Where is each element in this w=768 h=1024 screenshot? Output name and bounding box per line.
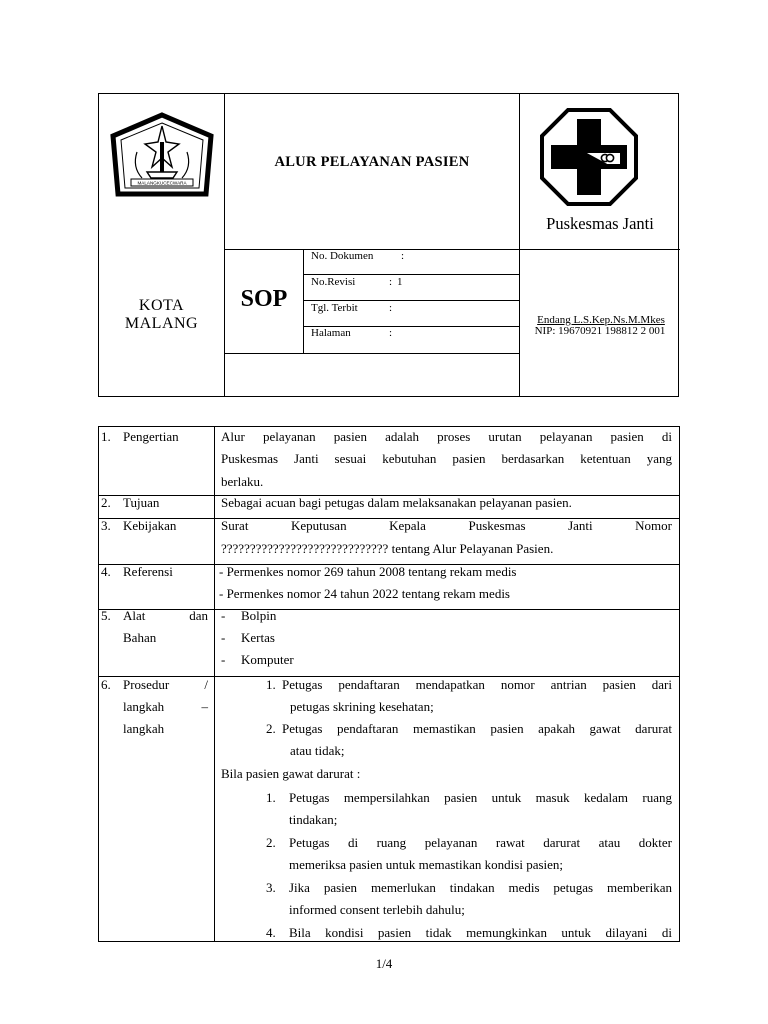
- step-number: 2.: [266, 721, 276, 736]
- row-1-line-3: berlaku.: [221, 474, 264, 489]
- row-2-number: 2.: [101, 495, 111, 510]
- row-1-number: 1.: [101, 429, 111, 444]
- row-6-number: 6.: [101, 677, 111, 692]
- field-no-revisi-sep: :: [389, 276, 393, 288]
- row-5-item-2: Kertas: [241, 630, 275, 645]
- row-5-item-3: Komputer: [241, 652, 294, 667]
- step-number: 1.: [266, 677, 276, 692]
- sop-label: SOP: [240, 286, 288, 312]
- row-1-label: Pengertian: [123, 429, 179, 444]
- step-number: 1.: [266, 790, 276, 805]
- header-divider: [224, 353, 520, 354]
- row-6-label-line-2: langkah –: [123, 699, 208, 714]
- signer-nip: NIP: 19670921 198812 2 001: [534, 325, 666, 337]
- malang-city-emblem-icon: [107, 112, 217, 210]
- city-line-2: MALANG: [124, 315, 199, 332]
- row-6-label-line-3: langkah: [123, 721, 165, 736]
- step-number: 2.: [266, 835, 276, 850]
- header-divider: [303, 300, 519, 301]
- row-4-number: 4.: [101, 564, 111, 579]
- field-no-dokumen-sep: :: [401, 250, 405, 262]
- signer-name: Endang L.S.Kep.Ns.M.Mkes: [537, 314, 665, 326]
- organization-name: Puskesmas Janti: [546, 214, 654, 233]
- row-3-line-1: Surat Keputusan Kepala Puskesmas Janti Nomor: [221, 518, 672, 533]
- emergency-title: Bila pasien gawat darurat :: [221, 766, 361, 781]
- row-3-number: 3.: [101, 518, 111, 533]
- page-number: 1/4: [375, 956, 393, 971]
- emergency-step-3-line-1: Jika pasien memerlukan tindakan medis petugas memberikan: [289, 880, 672, 895]
- field-no-dokumen-label: No. Dokumen: [311, 250, 374, 262]
- row-4-item-2: - Permenkes nomor 24 tahun 2022 tentang rekam medis: [219, 586, 510, 601]
- step-2-line-2: atau tidak;: [290, 743, 345, 758]
- header-divider: [224, 249, 680, 250]
- row-2-text: Sebagai acuan bagi petugas dalam melaksanakan pelayanan pasien.: [221, 495, 572, 510]
- field-no-revisi-label: No.Revisi: [311, 276, 356, 288]
- list-bullet: -: [221, 630, 226, 645]
- step-2-line-1: Petugas pendaftaran memastikan pasien apakah gawat darurat: [282, 721, 672, 736]
- row-5-label-line-2: Bahan: [123, 630, 157, 645]
- emergency-step-2-line-1: Petugas di ruang pelayanan rawat darurat atau dokter: [289, 835, 672, 850]
- header-divider: [303, 249, 304, 354]
- field-no-revisi-value: 1: [397, 276, 403, 288]
- row-1-line-2: Puskesmas Janti sesuai kebutuhan pasien berdasarkan ketentuan yang: [221, 451, 672, 466]
- row-1-line-1: Alur pelayanan pasien adalah proses urutan pelayanan pasien di: [221, 429, 672, 444]
- step-number: 4.: [266, 925, 276, 940]
- row-5-label-line-1: Alat dan: [123, 608, 208, 623]
- row-5-item-1: Bolpin: [241, 608, 277, 623]
- header-divider: [303, 274, 519, 275]
- field-halaman-label: Halaman: [311, 327, 351, 339]
- row-2-label: Tujuan: [123, 495, 160, 510]
- row-4-label: Referensi: [123, 564, 173, 579]
- list-bullet: -: [221, 652, 226, 667]
- row-3-label: Kebijakan: [123, 518, 177, 533]
- emergency-step-2-line-2: memeriksa pasien untuk memastikan kondisi pasien;: [289, 857, 564, 872]
- emergency-step-1-line-1: Petugas mempersilahkan pasien untuk masuk kedalam ruang: [289, 790, 672, 805]
- field-tgl-terbit-label: Tgl. Terbit: [311, 302, 358, 314]
- row-4-item-1: - Permenkes nomor 269 tahun 2008 tentang rekam medis: [219, 564, 517, 579]
- puskesmas-logo-icon: [539, 107, 639, 207]
- step-number: 3.: [266, 880, 276, 895]
- emblem-banner-text: MALANGKUCECWARA: [137, 180, 187, 186]
- header-divider: [519, 94, 520, 396]
- city-name: [99, 297, 224, 333]
- step-1-line-2: petugas skrining kesehatan;: [290, 699, 434, 714]
- field-halaman-sep: :: [389, 327, 393, 339]
- city-line-1: KOTA: [138, 297, 185, 314]
- list-bullet: -: [221, 608, 226, 623]
- row-3-line-2: ????????????????????????????? tentang Alur Pelayanan Pasien.: [221, 541, 554, 556]
- header-divider: [224, 94, 225, 396]
- emergency-step-3-line-2: informed consent terlebih dahulu;: [289, 902, 465, 917]
- sop-header-box: [98, 93, 679, 397]
- table-column-divider: [214, 427, 215, 941]
- row-5-number: 5.: [101, 608, 111, 623]
- emergency-step-4-line-1: Bila kondisi pasien tidak memungkinkan untuk dilayani di: [289, 925, 672, 940]
- step-1-line-1: Petugas pendaftaran mendapatkan nomor antrian pasien dari: [282, 677, 672, 692]
- emergency-step-1-line-2: tindakan;: [289, 812, 338, 827]
- field-tgl-terbit-sep: :: [389, 302, 393, 314]
- row-6-label-line-1: Prosedur /: [123, 677, 208, 692]
- document-title: ALUR PELAYANAN PASIEN: [274, 154, 470, 170]
